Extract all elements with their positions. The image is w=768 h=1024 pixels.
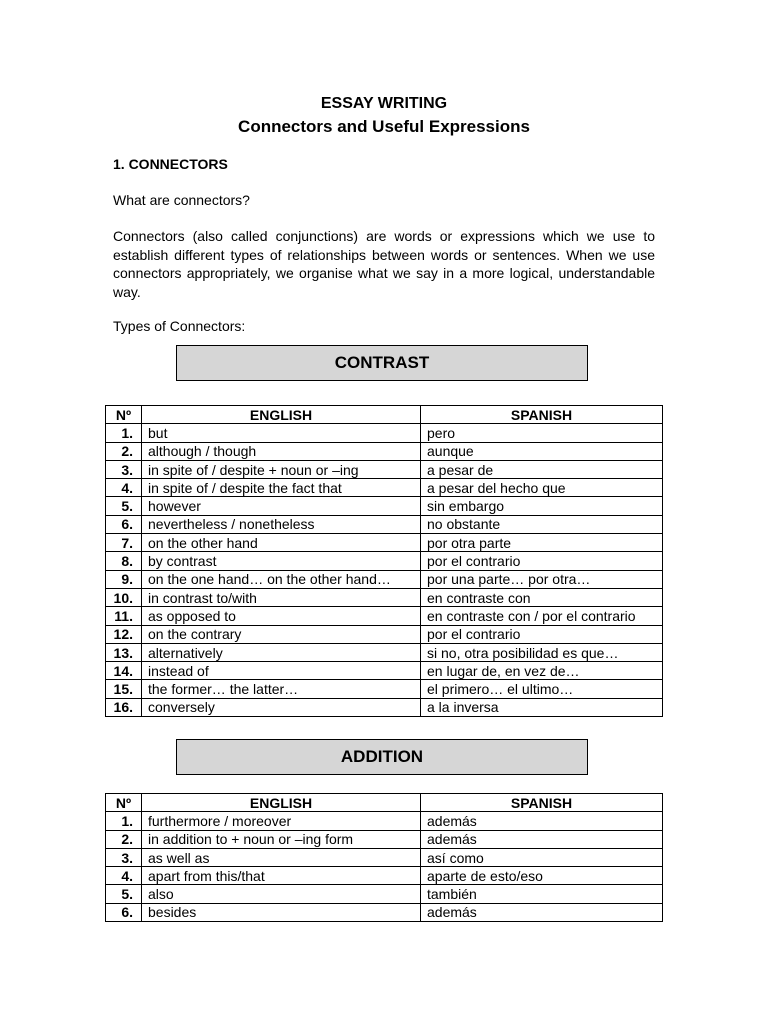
row-number: 5.: [106, 885, 142, 903]
spanish-cell: si no, otra posibilidad es que…: [421, 643, 663, 661]
spanish-cell: a pesar del hecho que: [421, 479, 663, 497]
table-row: [106, 662, 663, 680]
spanish-cell: sin embargo: [421, 497, 663, 515]
english-cell: the former… the latter…: [142, 680, 421, 698]
spanish-cell: en contraste con: [421, 588, 663, 606]
english-cell: instead of: [142, 662, 421, 680]
table-row: [106, 607, 663, 625]
row-number: 1.: [106, 812, 142, 830]
english-cell: by contrast: [142, 552, 421, 570]
row-number: 1.: [106, 424, 142, 442]
spanish-cell: además: [421, 812, 663, 830]
addition-table-body: [106, 812, 663, 922]
table-row: [106, 643, 663, 661]
contrast-table-body: [106, 424, 663, 717]
table-row: [106, 830, 663, 848]
spanish-cell: por otra parte: [421, 534, 663, 552]
english-cell: as opposed to: [142, 607, 421, 625]
header-num: Nº: [106, 406, 142, 424]
header-num: Nº: [106, 794, 142, 812]
table-row: [106, 698, 663, 716]
english-cell: conversely: [142, 698, 421, 716]
contrast-table: [105, 405, 663, 717]
document-title: ESSAY WRITING: [320, 95, 448, 112]
definition-paragraph: Connectors (also called conjunctions) are words or expressions which we use to establish different types of relationships between words or sentences. When we use connectors appropriately, we organise what we say in a more logical, understandable way.: [113, 228, 655, 300]
table-header-row: [106, 794, 663, 812]
header-english: ENGLISH: [142, 406, 421, 424]
table-row: [106, 424, 663, 442]
spanish-cell: por el contrario: [421, 625, 663, 643]
english-cell: in spite of / despite + noun or –ing: [142, 460, 421, 478]
spanish-cell: no obstante: [421, 515, 663, 533]
table-row: [106, 442, 663, 460]
table-row: [106, 479, 663, 497]
table-header-row: [106, 406, 663, 424]
row-number: 3.: [106, 460, 142, 478]
table-row: [106, 570, 663, 588]
contrast-banner: CONTRAST: [176, 345, 588, 381]
spanish-cell: además: [421, 903, 663, 921]
row-number: 3.: [106, 848, 142, 866]
header-spanish: SPANISH: [421, 406, 663, 424]
spanish-cell: también: [421, 885, 663, 903]
header-english: ENGLISH: [142, 794, 421, 812]
english-cell: in contrast to/with: [142, 588, 421, 606]
section-heading: 1. CONNECTORS: [113, 156, 228, 172]
row-number: 16.: [106, 698, 142, 716]
english-cell: in spite of / despite the fact that: [142, 479, 421, 497]
table-row: [106, 515, 663, 533]
row-number: 2.: [106, 830, 142, 848]
spanish-cell: aunque: [421, 442, 663, 460]
table-row: [106, 867, 663, 885]
row-number: 12.: [106, 625, 142, 643]
spanish-cell: aparte de esto/eso: [421, 867, 663, 885]
english-cell: but: [142, 424, 421, 442]
addition-banner: ADDITION: [176, 739, 588, 775]
row-number: 9.: [106, 570, 142, 588]
table-row: [106, 588, 663, 606]
row-number: 4.: [106, 867, 142, 885]
english-cell: on the contrary: [142, 625, 421, 643]
question-text: What are connectors?: [113, 192, 250, 208]
row-number: 6.: [106, 903, 142, 921]
table-row: [106, 812, 663, 830]
row-number: 10.: [106, 588, 142, 606]
english-cell: furthermore / moreover: [142, 812, 421, 830]
table-row: [106, 534, 663, 552]
row-number: 4.: [106, 479, 142, 497]
row-number: 14.: [106, 662, 142, 680]
row-number: 2.: [106, 442, 142, 460]
table-row: [106, 460, 663, 478]
spanish-cell: en contraste con / por el contrario: [421, 607, 663, 625]
spanish-cell: en lugar de, en vez de…: [421, 662, 663, 680]
header-spanish: SPANISH: [421, 794, 663, 812]
english-cell: in addition to + noun or –ing form: [142, 830, 421, 848]
english-cell: also: [142, 885, 421, 903]
table-row: [106, 497, 663, 515]
english-cell: on the one hand… on the other hand…: [142, 570, 421, 588]
document-subtitle: Connectors and Useful Expressions: [238, 117, 530, 136]
row-number: 8.: [106, 552, 142, 570]
english-cell: although / though: [142, 442, 421, 460]
spanish-cell: así como: [421, 848, 663, 866]
english-cell: as well as: [142, 848, 421, 866]
spanish-cell: a pesar de: [421, 460, 663, 478]
addition-table: [105, 793, 663, 922]
types-label: Types of Connectors:: [113, 318, 246, 334]
english-cell: however: [142, 497, 421, 515]
spanish-cell: por una parte… por otra…: [421, 570, 663, 588]
row-number: 11.: [106, 607, 142, 625]
english-cell: on the other hand: [142, 534, 421, 552]
english-cell: apart from this/that: [142, 867, 421, 885]
table-row: [106, 680, 663, 698]
english-cell: besides: [142, 903, 421, 921]
row-number: 15.: [106, 680, 142, 698]
table-row: [106, 848, 663, 866]
row-number: 7.: [106, 534, 142, 552]
row-number: 5.: [106, 497, 142, 515]
spanish-cell: además: [421, 830, 663, 848]
spanish-cell: a la inversa: [421, 698, 663, 716]
table-row: [106, 885, 663, 903]
spanish-cell: por el contrario: [421, 552, 663, 570]
table-row: [106, 903, 663, 921]
english-cell: alternatively: [142, 643, 421, 661]
row-number: 13.: [106, 643, 142, 661]
english-cell: nevertheless / nonetheless: [142, 515, 421, 533]
table-row: [106, 552, 663, 570]
row-number: 6.: [106, 515, 142, 533]
spanish-cell: el primero… el ultimo…: [421, 680, 663, 698]
table-row: [106, 625, 663, 643]
spanish-cell: pero: [421, 424, 663, 442]
